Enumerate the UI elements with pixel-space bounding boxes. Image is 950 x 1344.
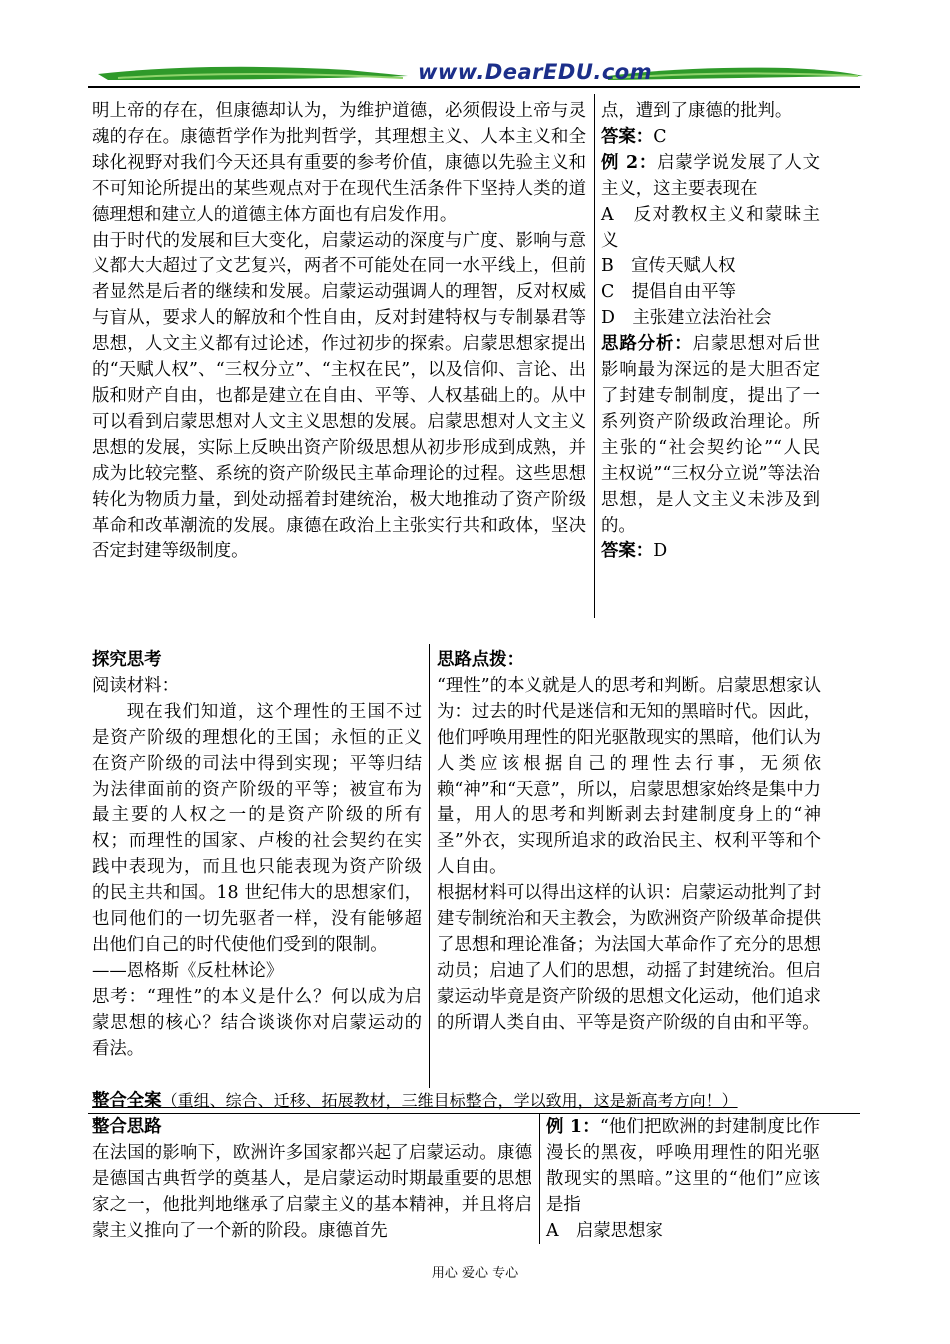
example-2: 例 2：启蒙学说发展了人文主义，这主要表现在 <box>601 152 820 199</box>
option-c: C 提倡自由平等 <box>601 282 737 303</box>
section2-right-text <box>437 648 821 1037</box>
banner-title: 整合全案 <box>92 1091 162 1111</box>
section1-left-text <box>92 99 586 565</box>
section1-right-text <box>601 99 820 565</box>
explore-title: 探究思考 <box>92 650 162 670</box>
option-a: A 启蒙思想家 <box>546 1220 663 1241</box>
example-1: 例 1：“他们把欧洲的封建制度比作漫长的黑夜，呼唤用理性的阳光驱散现实的黑暗。”这里的“他们”应该是指 <box>546 1117 820 1215</box>
page-header <box>88 58 868 92</box>
integration-title: 整合思路 <box>92 1117 162 1137</box>
hint-title: 思路点拨： <box>437 650 524 670</box>
column-divider <box>594 94 595 618</box>
option-a: A 反对教权主义和蒙昧主义 <box>601 204 820 251</box>
section3-left-text <box>92 1115 532 1245</box>
integration-text: 在法国的影响下，欧洲许多国家都兴起了启蒙运动。康德是德国古典哲学的奠基人，是启蒙运动时期最重要的思想家之一，他批判地继承了启蒙主义的基本精神，并且将启蒙主义推向了一个新的阶段。康德首先 <box>92 1142 532 1241</box>
analysis: 思路分析：启蒙思想对后世影响最为深远的是大胆否定了封建专制制度，提出了一系列资产阶级政治理论。所主张的“社会契约论”“人民 主权说”“三权分立说”等法治思想，是人文主义未涉及到的。 <box>601 334 820 536</box>
column-divider <box>539 1114 540 1244</box>
option-d: D 主张建立法治社会 <box>601 308 772 329</box>
banner-rule <box>88 1113 860 1114</box>
section3-right-text <box>546 1115 820 1245</box>
paragraph: 明上帝的存在，但康德却认为，为维护道德，必须假设上帝与灵魂的存在。康德哲学作为批判哲学，其理想主义、人本主义和全球化视野对我们今天还具有重要的参考价值，康德以先验主义和不可知论所提出的某些观点对于在现代生活条件下坚持人类的道德理想和建立人的道德主体方面也有启发作用。 <box>92 101 586 225</box>
answer-1: 答案：C <box>601 126 667 147</box>
continued-line: 点，遭到了康德的批判。 <box>601 101 793 121</box>
paragraph: 由于时代的发展和巨大变化，启蒙运动的深度与广度、影响与意义都大大超过了文艺复兴，两者不可能处在同一水平线上，但前者显然是后者的继续和发展。启蒙运动强调人的理智，反对权威与盲从，要求人的解放和个性自由，反对封建特权与专制暴君等思想，人文主义都有过论述，作过初步的探索。启蒙思想家提出的“天赋人权”、“三权分立”、“主权在民”，以及信仰、言论、出版和财产自由，也都是建立在自由、平等、人权基础上的。从中可以看到启蒙思想对人文主义思想的发展。启蒙思想对人文主义思想的发展，实际上反映出资产阶级思想从初步形成到成熟，并成为比较完整、系统的资产阶级民主革命理论的过程。这些思想转化为物质力量，到处动摇着封建统治，极大地推动了资产阶级革命和改革潮流的发展。康德在政治上主张实行共和政体，坚决否定封建等级制度。 <box>92 230 586 562</box>
site-logo-text: www.DearEDU.com <box>418 60 653 84</box>
option-b: B 宣传天赋人权 <box>601 256 736 277</box>
column-divider <box>429 644 430 1088</box>
reading-label: 阅读材料： <box>92 675 179 696</box>
hint-paragraph: 根据材料可以得出这样的认识：启蒙运动批判了封建专制统治和天主教会，为欧洲资产阶级革命提供了思想和理论准备；为法国大革命作了充分的思想动员；启迪了人们的思想，动摇了封建统治。但启蒙运动毕竟是资产阶级的思想文化运动，他们追求的所谓人类自由、平等是资产阶级的自由和平等。 <box>437 883 821 1033</box>
header-rule <box>88 86 860 88</box>
section2-left-text <box>92 648 422 1063</box>
quote-source: ——恩格斯《反杜林论》 <box>92 960 284 981</box>
page-footer: 用心 爱心 专心 <box>431 1266 519 1281</box>
think-question: 思考：“理性”的本义是什么？何以成为启蒙思想的核心？结合谈谈你对启蒙运动的看法。 <box>92 986 422 1059</box>
banner-note: （重组、综合、迁移、拓展教材，三维目标整合，学以致用，这是新高考方向！） <box>161 1091 738 1110</box>
hint-paragraph: “理性”的本义就是人的思考和判断。启蒙思想家认为：过去的时代是迷信和无知的黑暗时代。因此，他们呼唤用理性的阳光驱散现实的黑暗，他们认为人类应该根据自己的理性去行事，无须依赖“神”和“天意”，所以，启蒙思想家始终是集中力量，用人的思考和判断剥去封建制度身上的“神圣”外衣，实现所追求的政治民主、权利平等和个人自由。 <box>437 675 821 878</box>
integration-banner <box>92 1089 862 1113</box>
answer-2: 答案：D <box>601 541 668 562</box>
reading-quote: 现在我们知道，这个理性的王国不过是资产阶级的理想化的王国；永恒的正义在资产阶级的司法中得到实现；平等归结为法律面前的资产阶级的平等；被宣布为最主要的人权之一的是资产阶级的所有权；而理性的国家、卢梭的社会契约在实践中表现为，而且也只能表现为资产阶级的民主共和国。18 世纪伟大的思想家们，也同他们的一切先驱者一样，没有能够超出他们自己的时代使他们受到的限制。 <box>92 701 422 955</box>
